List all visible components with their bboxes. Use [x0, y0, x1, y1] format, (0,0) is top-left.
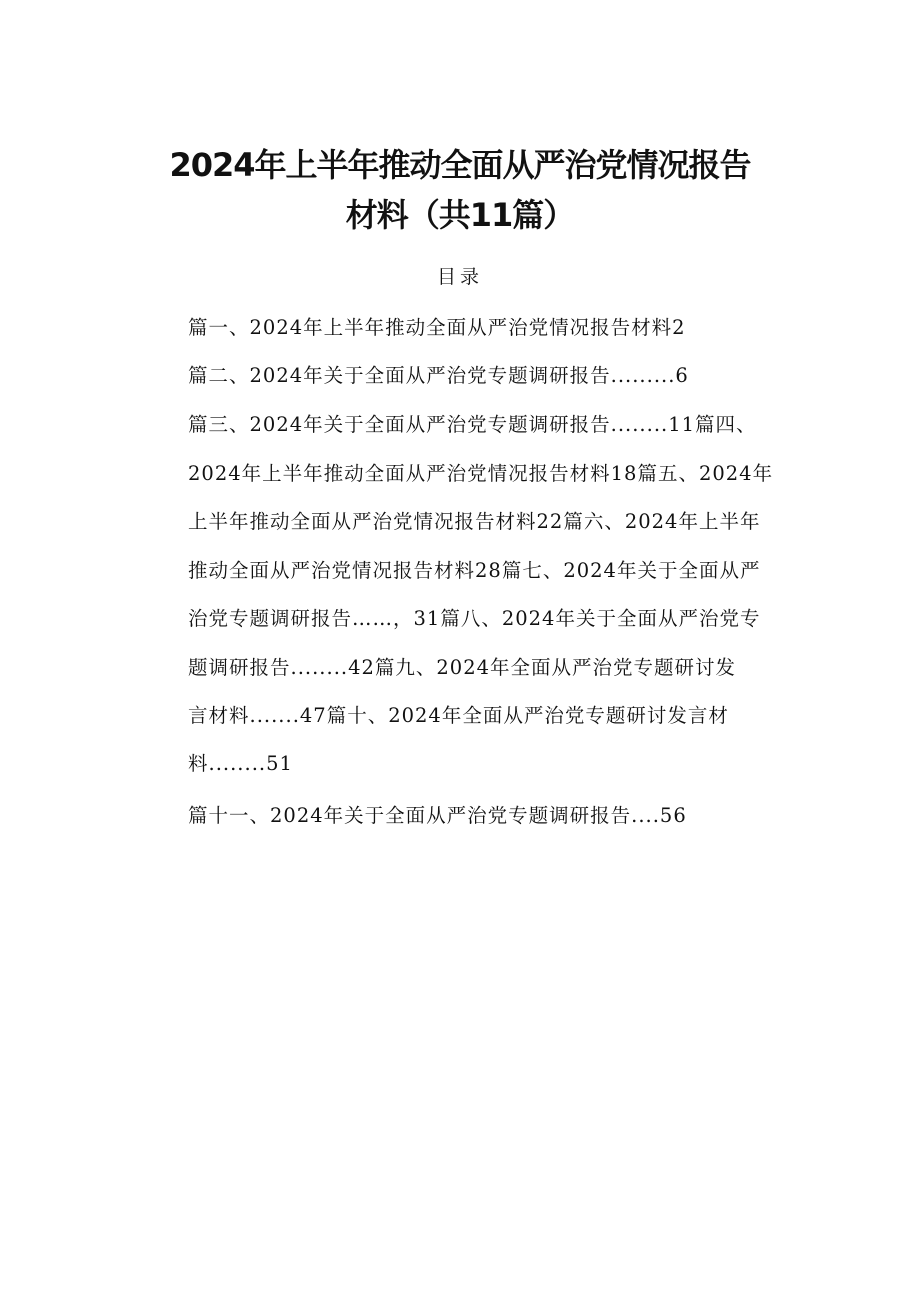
toc-line: 题调研报告........42篇九、2024年全面从严治党专题研讨发 [188, 656, 737, 679]
toc-line: 推动全面从严治党情况报告材料28篇七、2024年关于全面从严 [188, 559, 761, 582]
toc-line: 言材料.......47篇十、2024年全面从严治党专题研讨发言材 [188, 704, 729, 727]
toc-line: 篇三、2024年关于全面从严治党专题调研报告........11篇四、 [188, 413, 757, 436]
toc-line: 篇十一、2024年关于全面从严治党专题调研报告....56 [188, 804, 687, 827]
toc-line: 2024年上半年推动全面从严治党情况报告材料18篇五、2024年 [188, 462, 774, 485]
document-title-line-1: 2024年上半年推动全面从严治党情况报告 [169, 146, 751, 184]
toc-heading: 目录 [436, 266, 483, 288]
document-title-line-2: 材料（共11篇） [345, 196, 575, 234]
toc-line: 篇二、2024年关于全面从严治党专题调研报告.........6 [188, 364, 689, 387]
toc-line: 篇一、2024年上半年推动全面从严治党情况报告材料2 [188, 316, 686, 339]
toc-line: 上半年推动全面从严治党情况报告材料22篇六、2024年上半年 [188, 510, 761, 533]
toc-line: 治党专题调研报告……，31篇八、2024年关于全面从严治党专 [188, 607, 761, 630]
toc-line: 料........51 [188, 752, 293, 775]
